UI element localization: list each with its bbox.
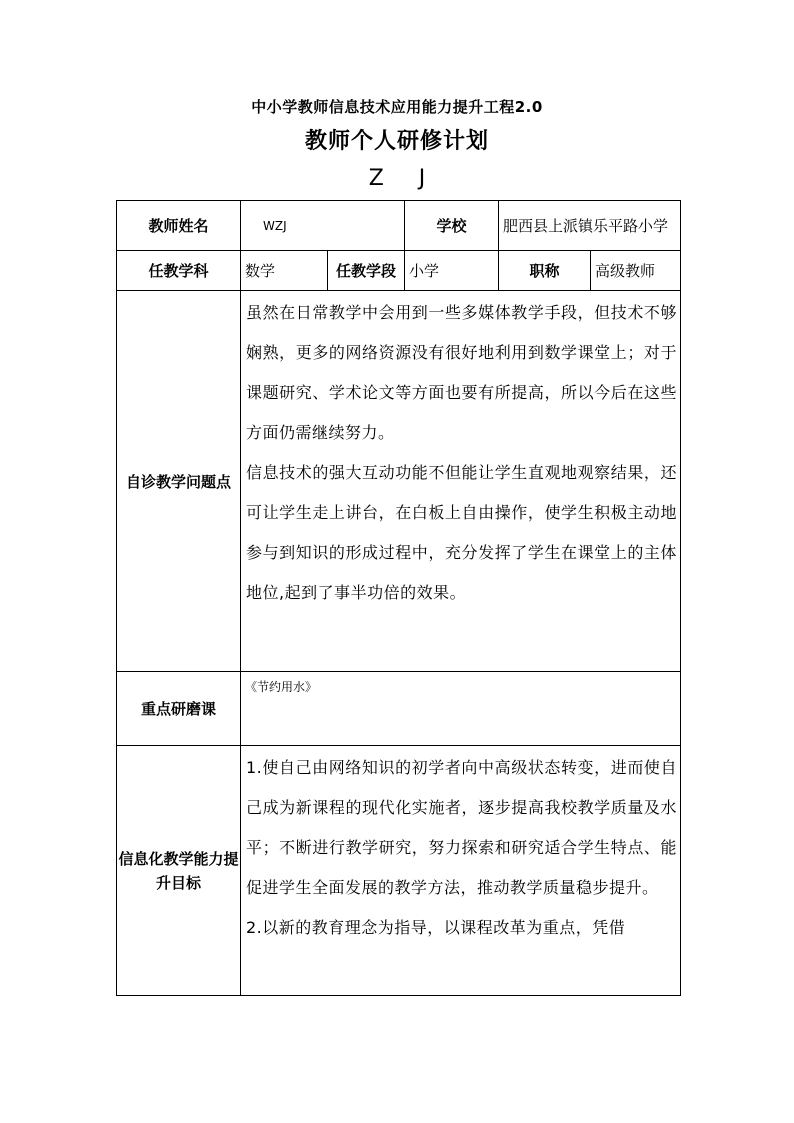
- table-row: [117, 672, 681, 746]
- diagnosis-content: [241, 291, 681, 672]
- author-initials: Z J: [368, 166, 426, 191]
- document-title: 教师个人研修计划: [304, 129, 489, 154]
- key-lesson-value: 《节约用水》: [241, 672, 681, 746]
- stage-value: 小学: [405, 251, 499, 291]
- table-row: [117, 291, 681, 672]
- teacher-name-value: WZJ: [241, 201, 405, 251]
- title-value: 高级教师: [591, 251, 681, 291]
- diagnosis-paragraph-2: 信息技术的强大互动功能不但能让学生直观地观察结果，还可让学生走上讲台，在白板上自由操作，使学生积极主动地参与到知识的形成过程中，充分发挥了学生在课堂上的主体地位,起到了事半功倍的效果。: [246, 463, 678, 602]
- stage-label: 任教学段: [328, 251, 405, 291]
- diagnosis-label: 自诊教学问题点: [117, 291, 241, 672]
- subject-label: 任教学科: [117, 251, 241, 291]
- goals-paragraph-2: 2.以新的教育理念为指导，以课程改革为重点，凭借: [246, 918, 626, 937]
- school-value: 肥西县上派镇乐平路小学: [499, 201, 681, 251]
- diagnosis-paragraph-1: 虽然在日常教学中会用到一些多媒体教学手段，但技术不够娴熟，更多的网络资源没有很好地利用到数学课堂上；对于课题研究、学术论文等方面也要有所提高，所以今后在这些方面仍需继续努力。: [246, 303, 678, 442]
- goals-label: 信息化教学能力提升目标: [117, 746, 241, 996]
- key-lesson-label: 重点研磨课: [117, 672, 241, 746]
- table-row: [117, 746, 681, 996]
- project-title: 中小学教师信息技术应用能力提升工程2.0: [251, 98, 543, 116]
- teacher-name-label: 教师姓名: [117, 201, 241, 251]
- school-label: 学校: [405, 201, 499, 251]
- table-row: [117, 251, 681, 291]
- goals-paragraph-1: 1.使自己由网络知识的初学者向中高级状态转变，进而使自己成为新课程的现代化实施者，逐步提高我校教学质量及水平；不断进行教学研究，努力探索和研究适合学生特点、能促进学生全面发展的教学方法，推动教学质量稳步提升。: [246, 758, 678, 897]
- goals-content: [241, 746, 681, 996]
- table-row: [117, 201, 681, 251]
- subject-value: 数学: [241, 251, 328, 291]
- title-label: 职称: [499, 251, 591, 291]
- plan-table: [116, 200, 681, 996]
